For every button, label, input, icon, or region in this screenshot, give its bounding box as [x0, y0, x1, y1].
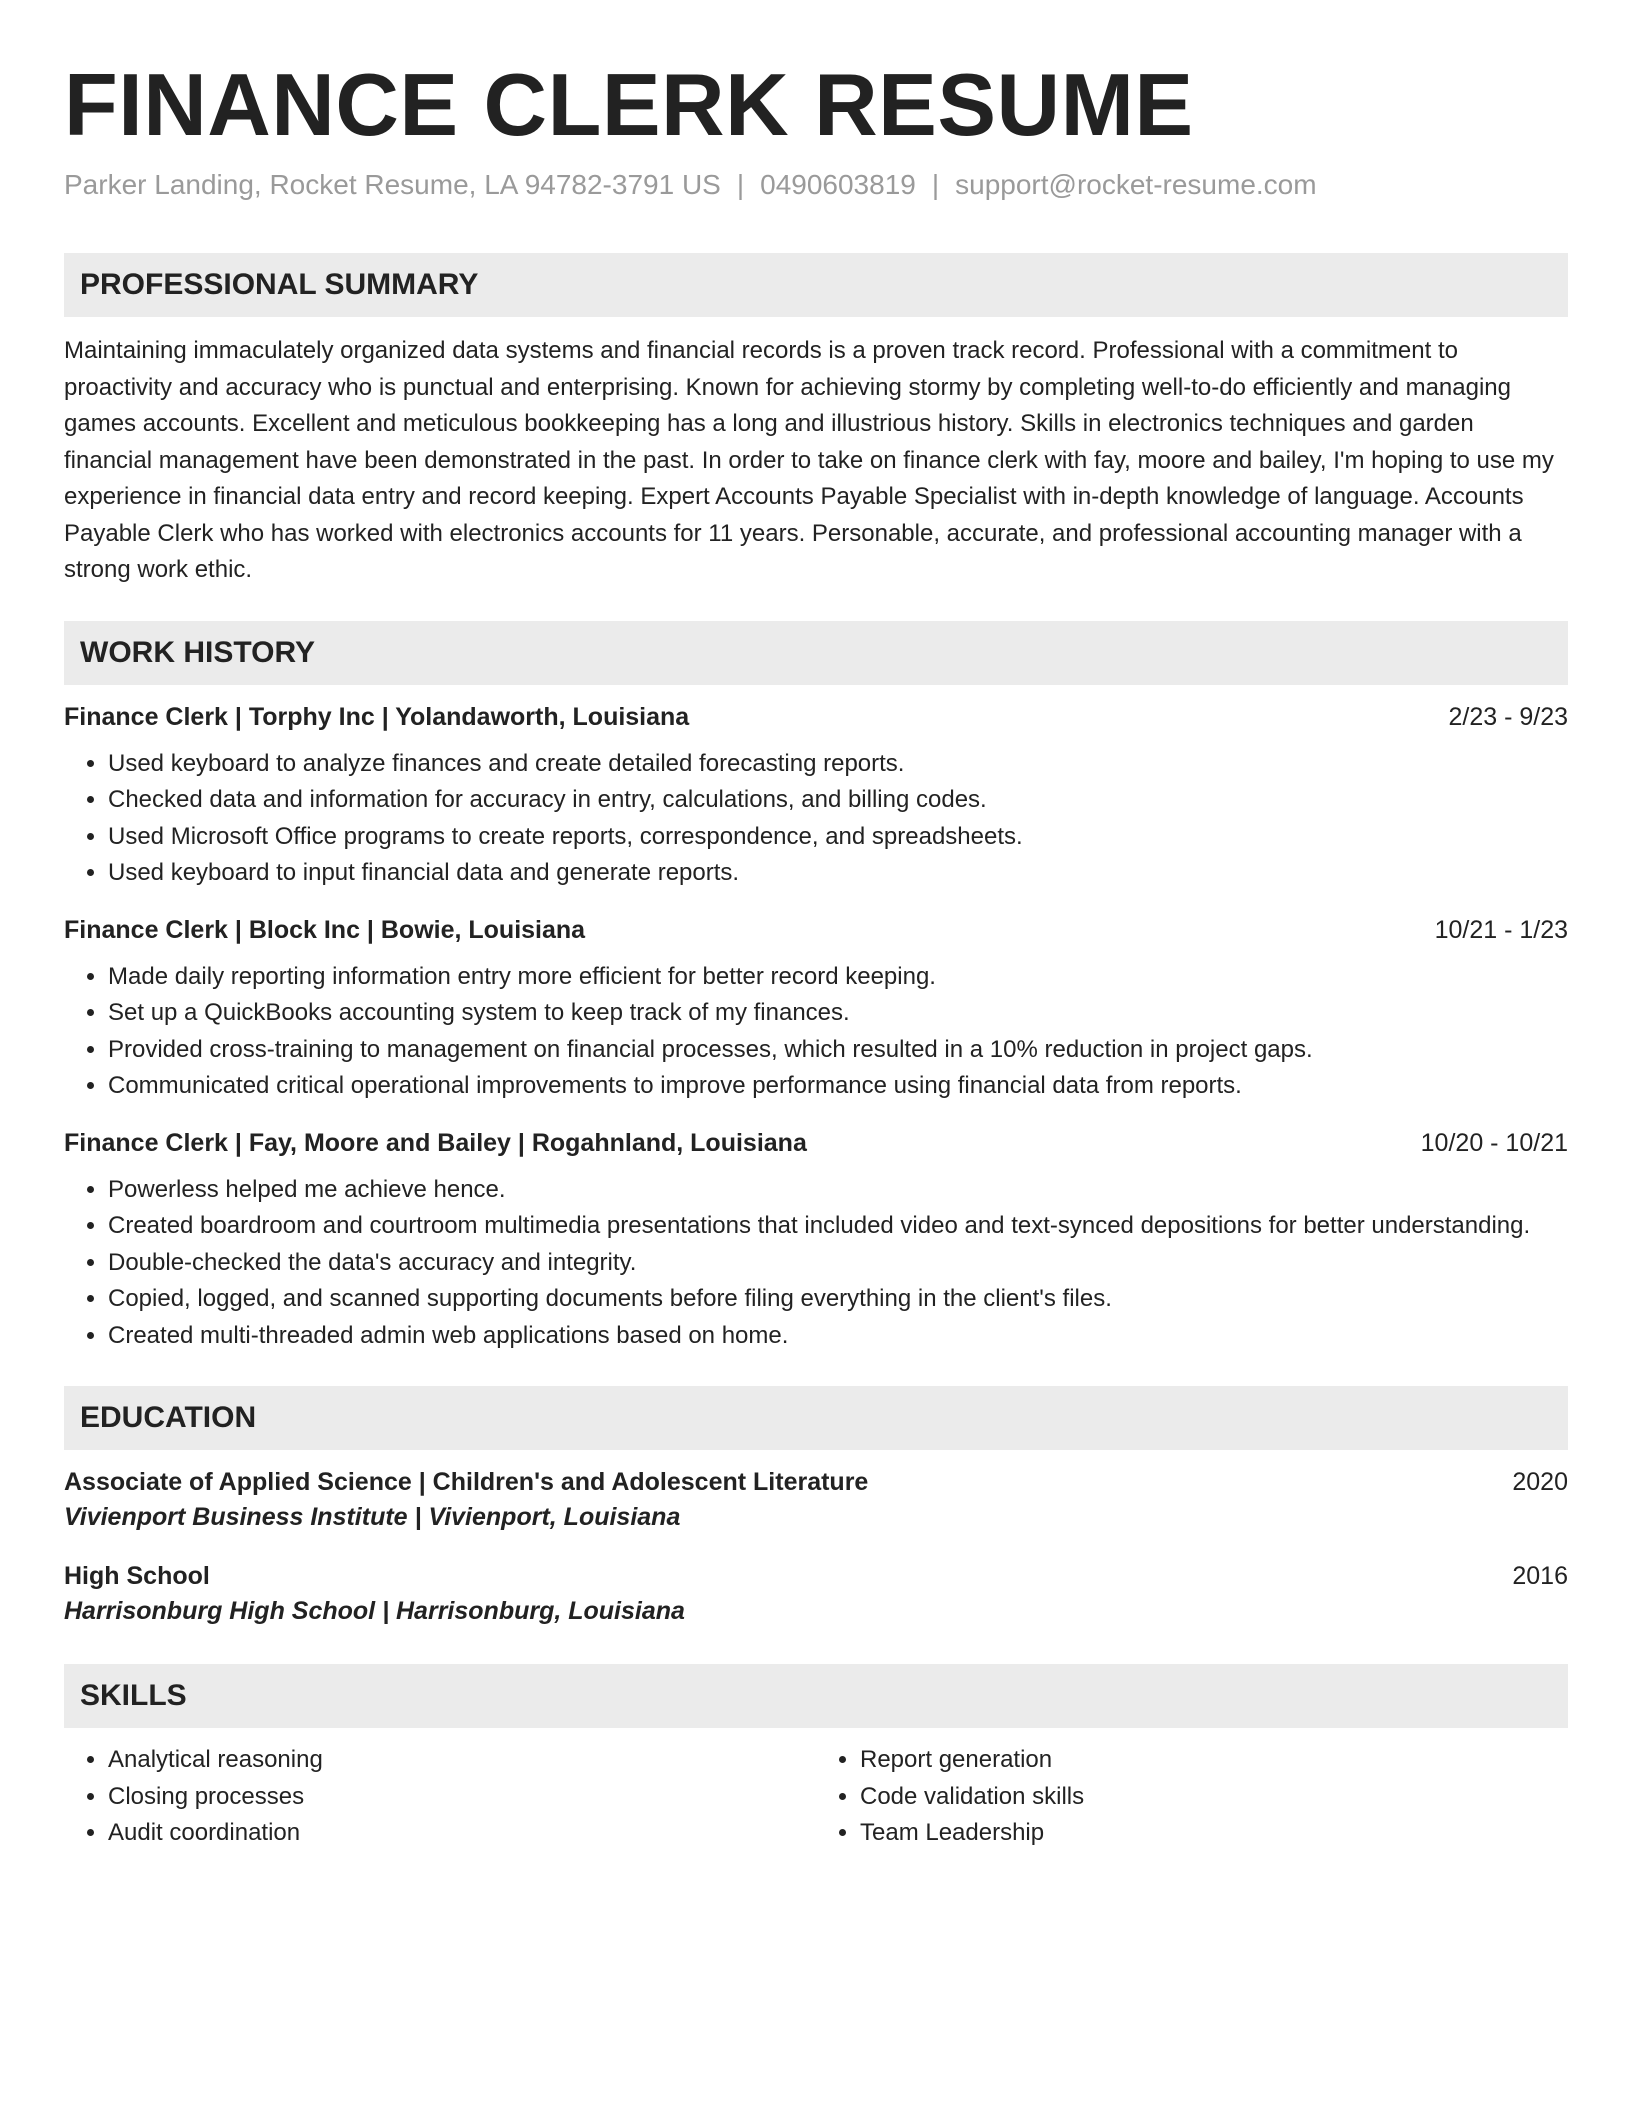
list-item: • Checked data and information for accuracy in entry, calculations, and billing codes. — [108, 782, 1568, 819]
list-item: • Set up a QuickBooks accounting system to keep track of my finances. — [108, 995, 1568, 1032]
section-header-education: EDUCATION — [64, 1386, 1568, 1450]
list-item: • Copied, logged, and scanned supporting documents before filing everything in the client's files. — [108, 1281, 1568, 1318]
job-dates: 2/23 - 9/23 — [1448, 702, 1568, 731]
contact-line — [64, 169, 1568, 201]
education-entry — [64, 1562, 1568, 1626]
list-item: • Double-checked the data's accuracy and integrity. — [108, 1245, 1568, 1282]
job-bullets — [64, 746, 1568, 892]
list-item: • Used keyboard to input financial data and generate reports. — [108, 855, 1568, 892]
skill-item: • Team Leadership — [860, 1815, 1568, 1852]
job-header — [64, 703, 1568, 732]
education-header — [64, 1562, 1568, 1591]
job-bullets — [64, 959, 1568, 1105]
contact-address: Parker Landing, Rocket Resume, LA 94782-3791 US — [64, 169, 721, 201]
section-header-work-history: WORK HISTORY — [64, 621, 1568, 685]
skills-column-left — [64, 1742, 816, 1852]
list-item: • Provided cross-training to management on financial processes, which resulted in a 10% reduction in project gaps. — [108, 1032, 1568, 1069]
job-title: Finance Clerk | Fay, Moore and Bailey | Rogahnland, Louisiana — [64, 1128, 807, 1157]
job-entry — [64, 916, 1568, 1105]
contact-separator: | — [931, 169, 940, 201]
contact-phone: 0490603819 — [760, 169, 916, 201]
list-item: • Created boardroom and courtroom multimedia presentations that included video and text-synced depositions for better understanding. — [108, 1208, 1568, 1245]
list-item: • Created multi-threaded admin web applications based on home. — [108, 1318, 1568, 1355]
list-item: • Used keyboard to analyze finances and create detailed forecasting reports. — [108, 746, 1568, 783]
job-dates: 10/21 - 1/23 — [1434, 915, 1568, 944]
resume-title: FINANCE CLERK RESUME — [64, 55, 1194, 154]
contact-email: support@rocket-resume.com — [955, 169, 1317, 201]
job-bullets — [64, 1172, 1568, 1355]
list-item: • Communicated critical operational improvements to improve performance using financial data from reports. — [108, 1068, 1568, 1105]
education-year: 2016 — [1512, 1562, 1568, 1591]
list-item: • Used Microsoft Office programs to create reports, correspondence, and spreadsheets. — [108, 819, 1568, 856]
education-header — [64, 1468, 1568, 1497]
job-title: Finance Clerk | Torphy Inc | Yolandaworth, Louisiana — [64, 702, 690, 731]
skills-list — [64, 1742, 1568, 1852]
list-item: • Made daily reporting information entry more efficient for better record keeping. — [108, 959, 1568, 996]
job-header — [64, 916, 1568, 945]
skill-item: • Audit coordination — [108, 1815, 816, 1852]
job-entry — [64, 1129, 1568, 1355]
job-entry — [64, 703, 1568, 892]
job-title: Finance Clerk | Block Inc | Bowie, Louisiana — [64, 915, 586, 944]
skill-item: • Analytical reasoning — [108, 1742, 816, 1779]
education-institution: Harrisonburg High School | Harrisonburg, Louisiana — [64, 1597, 685, 1626]
skill-item: • Code validation skills — [860, 1779, 1568, 1816]
section-header-summary: PROFESSIONAL SUMMARY — [64, 253, 1568, 317]
skill-item: • Closing processes — [108, 1779, 816, 1816]
section-header-skills: SKILLS — [64, 1664, 1568, 1728]
summary-text: Maintaining immaculately organized data systems and financial records is a proven track record. Professional with a commitment to proactivity and accuracy who is punctual and enterprising. Known for achieving stormy by completing well-to-do efficiently and managing games accounts. Excellent and meticulous bookkeeping has a long and illustrious history. Skills in electronics techniques and garden financial management have been demonstrated in the past. In order to take on finance clerk with fay, moore and bailey, I'm hoping to use my experience in financial data entry and record keeping. Expert Accounts Payable Specialist with in-depth knowledge of language. Accounts Payable Clerk who has worked with electronics accounts for 11 years. Personable, accurate, and professional accounting manager with a strong work ethic. — [64, 337, 1554, 584]
education-entry — [64, 1468, 1568, 1532]
skills-column-right — [816, 1742, 1568, 1852]
education-degree: Associate of Applied Science | Children's and Adolescent Literature — [64, 1468, 869, 1497]
education-degree: High School — [64, 1562, 210, 1591]
education-institution: Vivienport Business Institute | Vivienport, Louisiana — [64, 1503, 681, 1532]
list-item: • Powerless helped me achieve hence. — [108, 1172, 1568, 1209]
job-dates: 10/20 - 10/21 — [1420, 1128, 1568, 1157]
job-header — [64, 1129, 1568, 1158]
contact-separator: | — [736, 169, 745, 201]
skill-item: • Report generation — [860, 1742, 1568, 1779]
education-year: 2020 — [1512, 1468, 1568, 1497]
